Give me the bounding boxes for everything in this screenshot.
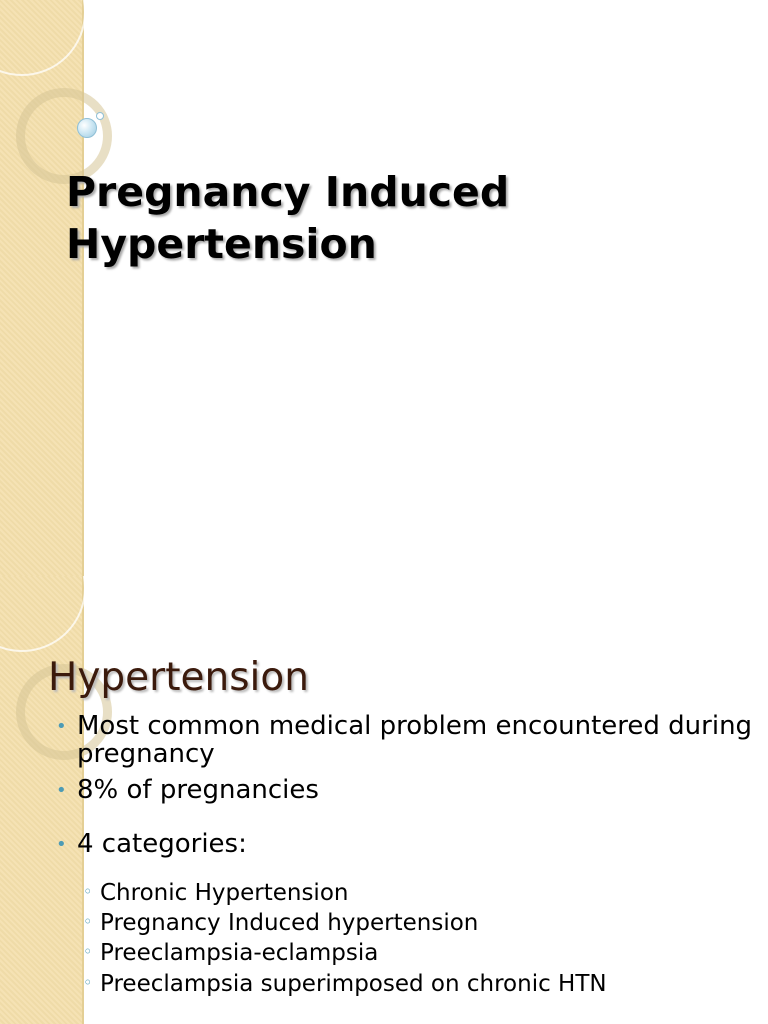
sub-bullet-text: Preeclampsia superimposed on chronic HTN	[100, 971, 607, 997]
sub-bullet-circle-icon: ◦	[83, 882, 93, 901]
sub-bullet-text: Pregnancy Induced hypertension	[100, 910, 479, 936]
slide-2	[0, 576, 768, 1024]
sub-bullet-item	[83, 878, 760, 908]
sub-bullet-circle-icon: ◦	[83, 912, 93, 931]
sub-bullet-item	[83, 969, 760, 999]
slide-title: Hypertension	[48, 655, 309, 700]
bullet-text: Most common medical problem encountered during pregnancy	[77, 711, 753, 769]
bullet-item	[56, 829, 757, 859]
bullet-dot-icon: •	[56, 716, 67, 737]
bullet-dot-icon: •	[56, 834, 67, 855]
bullet-item	[56, 775, 757, 805]
decorative-strip	[0, 0, 84, 576]
bullet-item	[56, 711, 757, 769]
bullet-dot-icon: •	[56, 780, 67, 801]
sub-bullet-circle-icon: ◦	[83, 973, 93, 992]
slide-title: Pregnancy Induced Hypertension	[66, 168, 510, 268]
sub-bullet-text: Chronic Hypertension	[100, 880, 349, 906]
bubble-small-icon	[96, 112, 104, 120]
sub-bullet-circle-icon: ◦	[83, 942, 93, 961]
bullet-text: 8% of pregnancies	[77, 775, 319, 805]
sub-bullet-text: Preeclampsia-eclampsia	[100, 940, 379, 966]
sub-bullet-item	[83, 908, 760, 938]
sub-bullet-item	[83, 938, 760, 968]
bubble-large-icon	[77, 118, 97, 138]
bullet-text: 4 categories:	[77, 829, 247, 859]
